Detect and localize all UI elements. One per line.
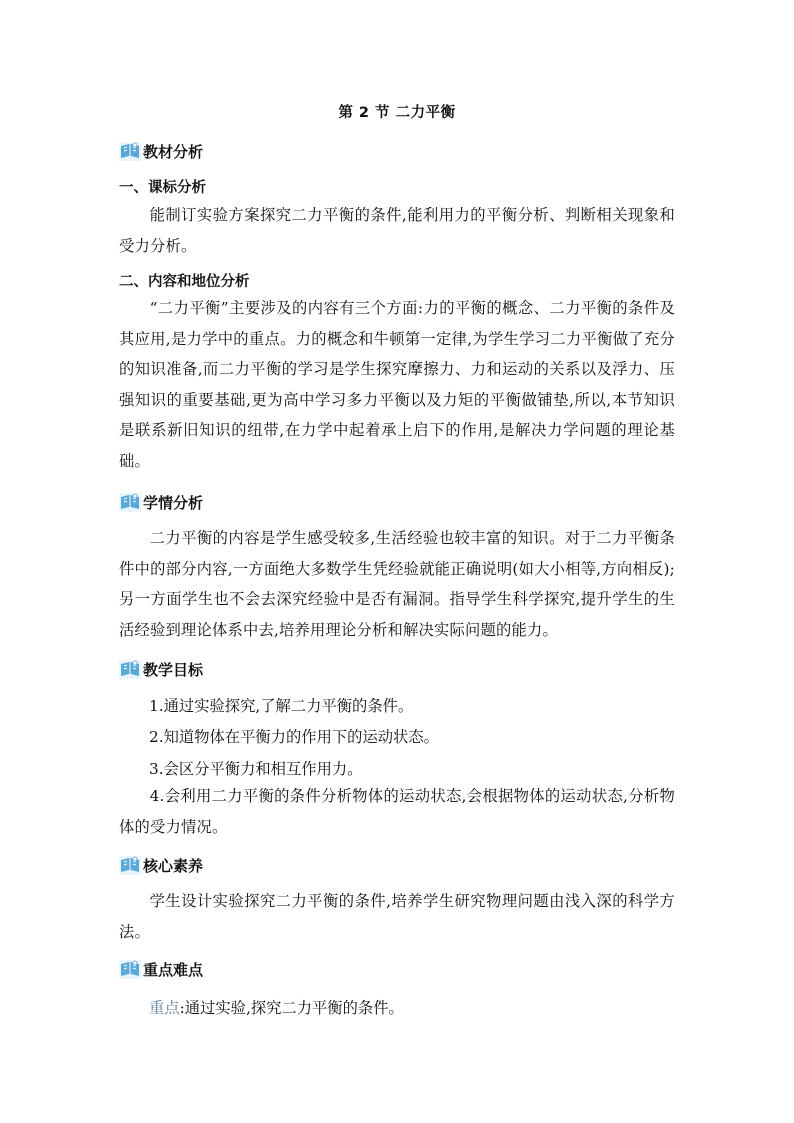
page-title: 第 2 节 二力平衡 [338,105,456,121]
book-icon [119,856,141,875]
section-heading: 重点难点 [143,960,204,979]
goal-item-2: 2.知道物体在平衡力的作用下的运动状态。 [149,728,439,746]
paragraph-curriculum: 能制订实验方案探究二力平衡的条件,能利用力的平衡分析、判断相关现象和受力分析。 [119,206,675,255]
book-icon [119,960,141,979]
subsection-heading-content: 二、内容和地位分析 [119,274,250,290]
paragraph-content: “二力平衡”主要涉及的内容有三个方面:力的平衡的概念、二力平衡的条件及其应用,是力学中的重点。力的概念和牛顿第一定律,为学生学习二力平衡做了充分的知识准备,而二力平衡的学习是学生探究摩擦力、力和运动的关系以及浮力、压强知识的重要基础,更为高中学习多力平衡以及力矩的平衡做铺垫,所以,本节知识是联系新旧知识的纽带,在力学中起着承上启下的作用,是解决力学问题的理论基础。 [119,299,675,470]
section-heading: 学情分析 [143,493,204,512]
key-point-text: :通过实验,探究二力平衡的条件。 [179,999,404,1017]
section-heading: 核心素养 [143,856,204,875]
subsection-heading-curriculum: 一、课标分析 [119,180,206,196]
key-point-line [149,996,404,1018]
goal-item-4: 4.会利用二力平衡的条件分析物体的运动状态,会根据物体的运动状态,分析物体的受力情况。 [119,787,675,836]
book-icon [119,493,141,512]
goal-item-3: 3.会区分平衡力和相互作用力。 [149,760,363,778]
section-heading: 教材分析 [143,142,204,161]
paragraph-student-analysis: 二力平衡的内容是学生感受较多,生活经验也较丰富的知识。对于二力平衡条件中的部分内容,一方面绝大多数学生凭经验就能正确说明(如大小相等,方向相反);另一方面学生也不会去深究经验中是否有漏洞。指导学生科学探究,提升学生的生活经验到理论体系中去,培养用理论分析和解决实际问题的能力。 [119,529,675,639]
book-icon [119,142,141,161]
book-icon [119,660,141,679]
key-point-label: 重点 [149,999,180,1017]
section-key-points [119,957,203,981]
section-heading: 教学目标 [143,660,204,679]
section-teaching-goals [119,657,203,681]
goal-item-1: 1.通过实验探究,了解二力平衡的条件。 [149,697,414,715]
paragraph-core-literacy: 学生设计实验探究二力平衡的条件,培养学生研究物理问题由浅入深的科学方法。 [119,892,675,941]
section-student-analysis [119,490,203,514]
section-core-literacy [119,853,203,877]
section-textbook-analysis [119,139,203,163]
